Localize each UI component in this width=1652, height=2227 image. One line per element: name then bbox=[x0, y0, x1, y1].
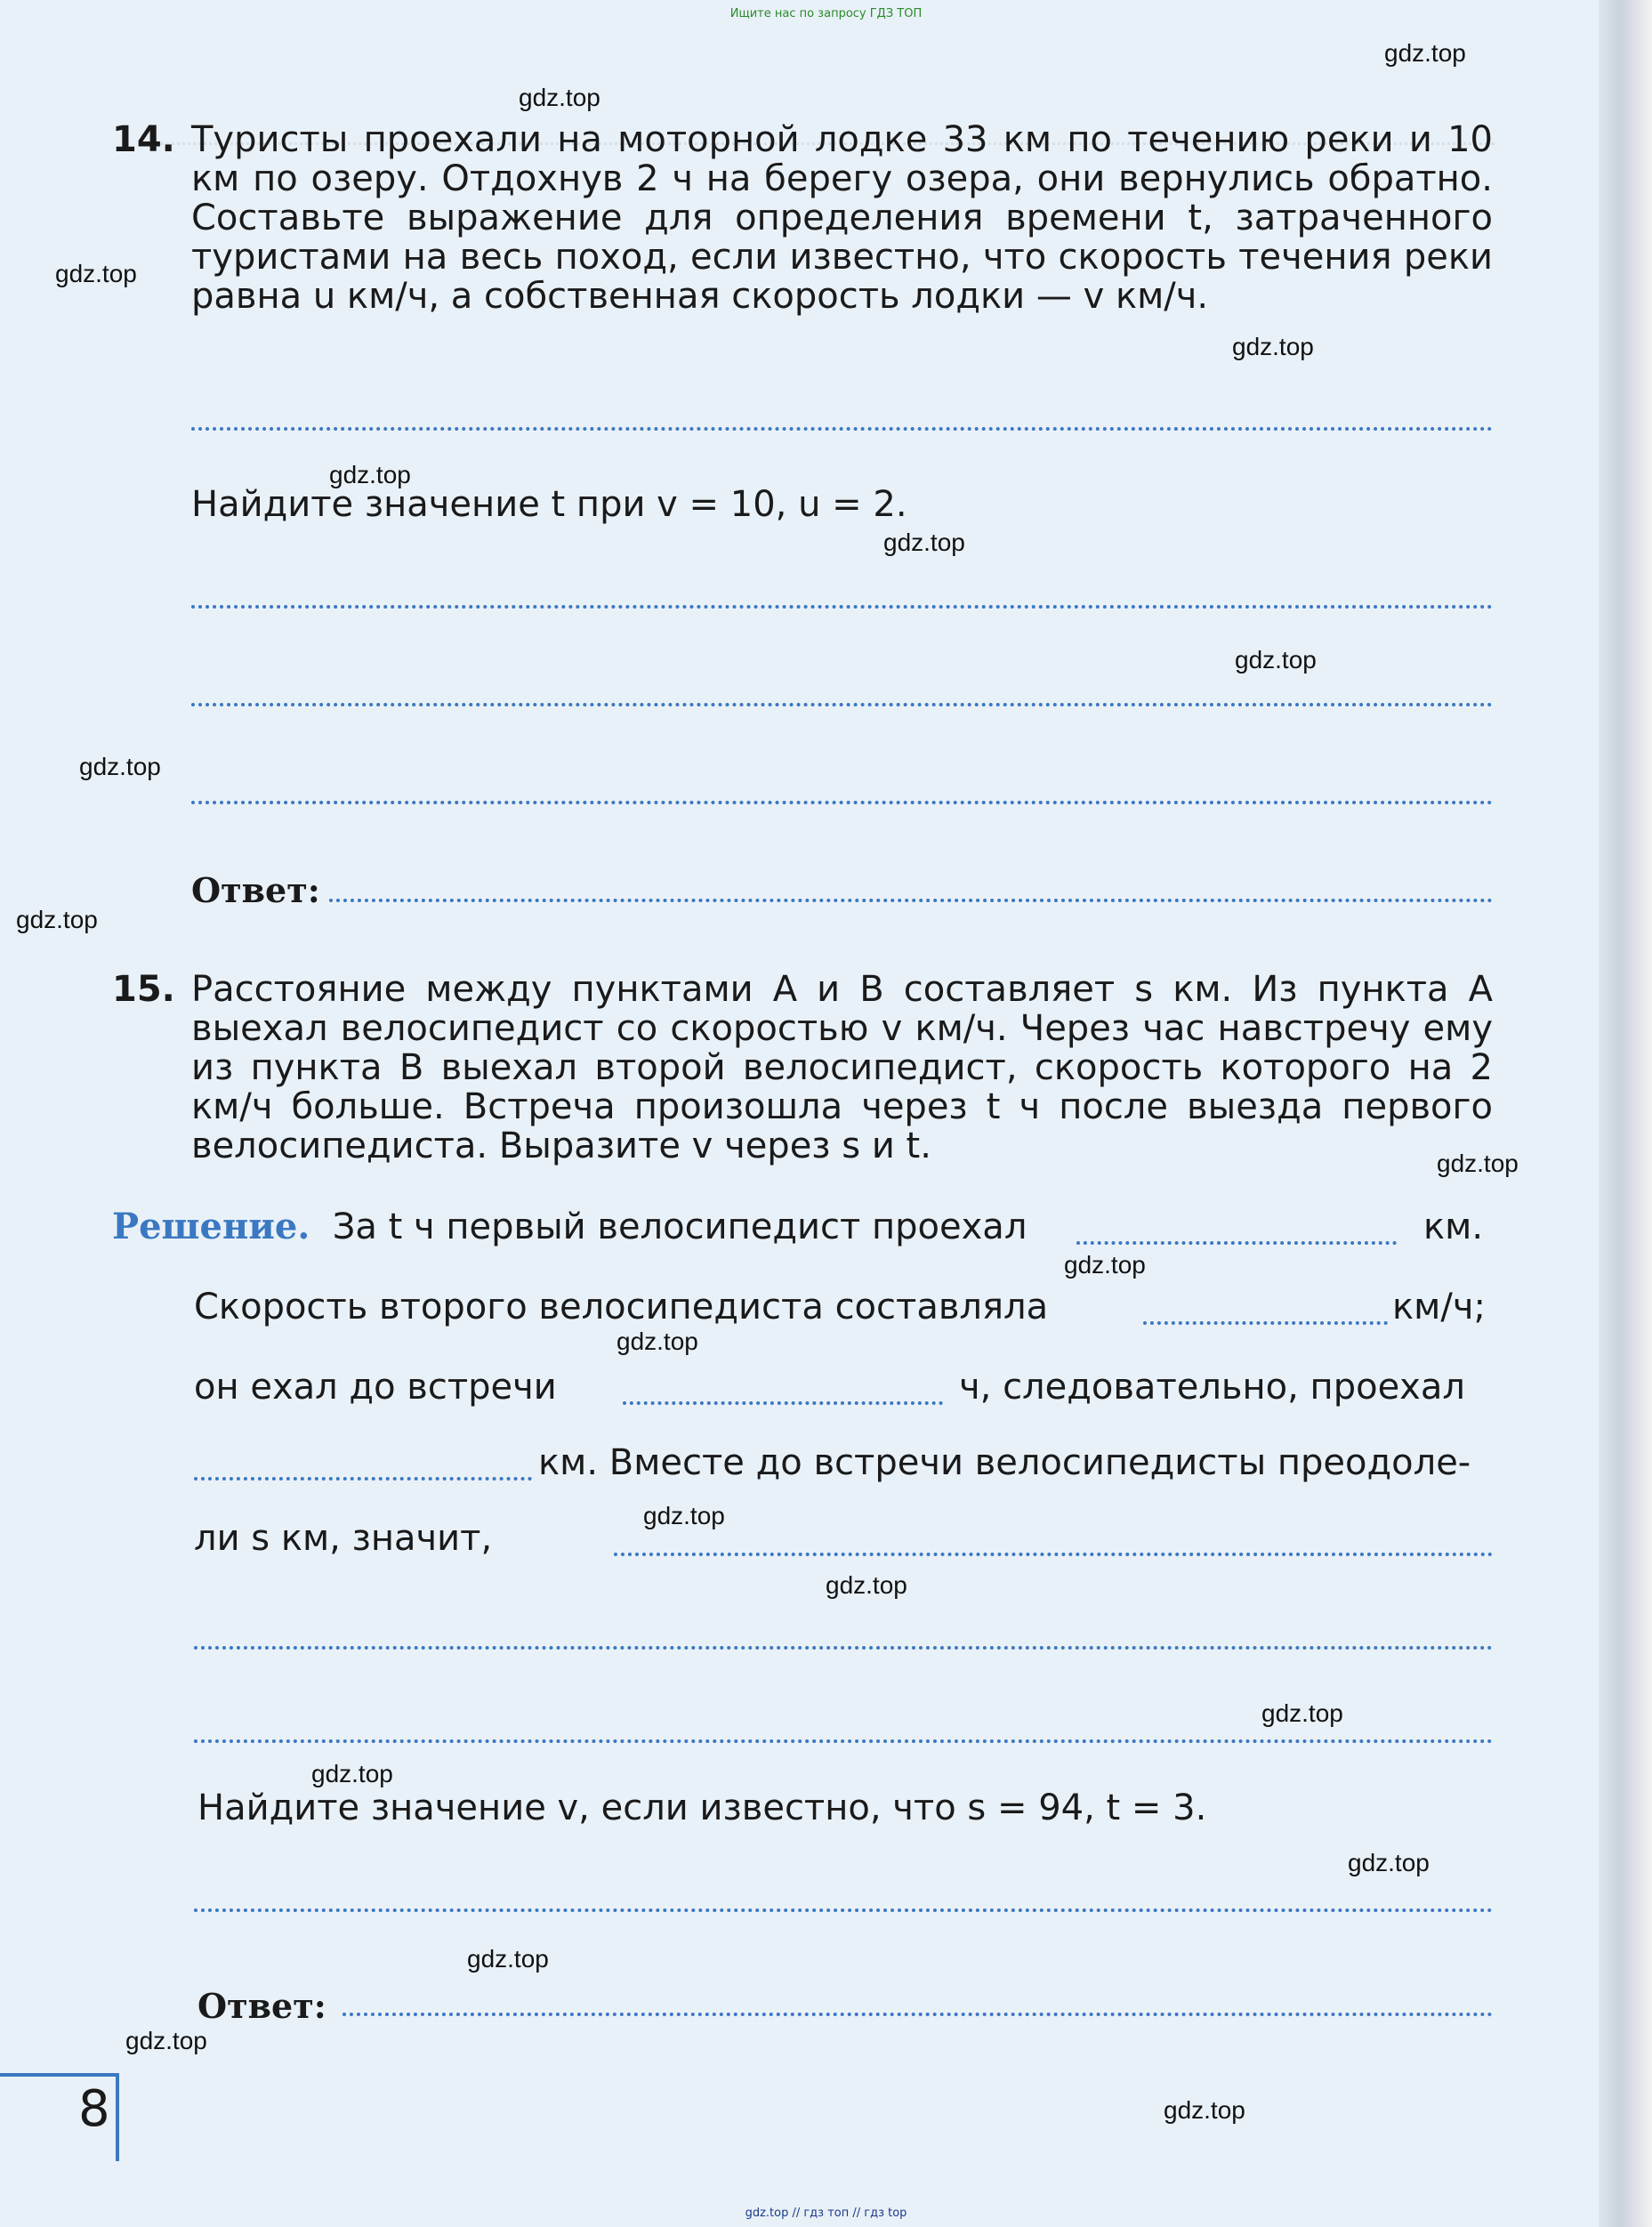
task-15 bbox=[112, 970, 1493, 1166]
watermark: gdz.top bbox=[1235, 646, 1317, 674]
answer-label: Ответ: bbox=[197, 1986, 326, 2026]
solution-text: ч, следовательно, проехал bbox=[959, 1367, 1465, 1408]
page-number: 8 bbox=[78, 2080, 110, 2138]
solution-line[interactable] bbox=[194, 1739, 1493, 1743]
answer-line[interactable] bbox=[191, 801, 1493, 804]
solution-blank[interactable] bbox=[1076, 1241, 1397, 1245]
solution-blank[interactable] bbox=[623, 1401, 943, 1405]
task-14 bbox=[112, 120, 1493, 316]
solution-label: Решение. bbox=[112, 1206, 310, 1247]
watermark: gdz.top bbox=[1064, 1251, 1146, 1279]
watermark: gdz.top bbox=[519, 84, 600, 111]
watermark: gdz.top bbox=[125, 2027, 207, 2054]
watermark: gdz.top bbox=[1437, 1150, 1519, 1177]
solution-blank[interactable] bbox=[614, 1553, 1493, 1556]
watermark: gdz.top bbox=[1164, 2096, 1245, 2124]
answer-label: Ответ: bbox=[191, 870, 320, 910]
watermark: gdz.top bbox=[616, 1327, 698, 1355]
watermark: gdz.top bbox=[16, 906, 98, 933]
page-edge bbox=[1599, 0, 1652, 2227]
solution-row-4: км. Вместе до встречи велосипедисты преодоле- bbox=[538, 1442, 1471, 1483]
solution-row-2: Скорость второго велосипедиста составляла bbox=[194, 1287, 1049, 1327]
task-14-find-value: Найдите значение t при v = 10, u = 2. bbox=[191, 484, 907, 525]
solution-blank[interactable] bbox=[194, 1477, 532, 1481]
header-note: Ищите нас по запросу ГДЗ ТОП bbox=[729, 7, 923, 20]
footer-note: gdz.top // гдз топ // гдз top bbox=[745, 2207, 907, 2220]
solution-row-3: он ехал до встречи bbox=[194, 1367, 557, 1408]
watermark: gdz.top bbox=[883, 529, 965, 556]
answer-line[interactable] bbox=[191, 427, 1493, 431]
solution-blank[interactable] bbox=[1143, 1321, 1388, 1325]
task-text: Туристы проехали на моторной лодке 33 км по течению реки и 10 км по озеру. Отдохнув 2 ч на берегу озера, они вернулись обратно. Составьте выражение для определения времени t, затраченного туристами на весь поход, если известно, что скорость течения реки равна u км/ч, а собственная скорость лодки — v км/ч. bbox=[191, 119, 1493, 317]
answer-field[interactable] bbox=[342, 2013, 1493, 2016]
watermark: gdz.top bbox=[1384, 39, 1466, 67]
solution-text: За t ч первый велосипедист проехал bbox=[332, 1206, 1027, 1247]
solution-line[interactable] bbox=[194, 1646, 1493, 1650]
solution-row-5: ли s км, значит, bbox=[194, 1518, 493, 1559]
solution-unit: км/ч; bbox=[1392, 1287, 1486, 1327]
answer-field[interactable] bbox=[329, 899, 1493, 902]
solution-unit: км. bbox=[1423, 1206, 1484, 1247]
watermark: gdz.top bbox=[1348, 1849, 1430, 1876]
watermark: gdz.top bbox=[1232, 333, 1314, 360]
watermark: gdz.top bbox=[1261, 1699, 1343, 1727]
watermark: gdz.top bbox=[643, 1502, 725, 1529]
answer-line[interactable] bbox=[194, 1908, 1493, 1912]
task-number: 15. bbox=[112, 969, 175, 1010]
task-15-find-value: Найдите значение v, если известно, что s = 94, t = 3. bbox=[197, 1787, 1207, 1828]
answer-line[interactable] bbox=[191, 703, 1493, 706]
answer-line[interactable] bbox=[191, 605, 1493, 609]
watermark: gdz.top bbox=[467, 1945, 549, 1973]
solution-row-1 bbox=[112, 1207, 1027, 1247]
watermark: gdz.top bbox=[826, 1571, 907, 1599]
watermark: gdz.top bbox=[79, 753, 161, 780]
task-text: Расстояние между пунктами A и B составляет s км. Из пункта A выехал велосипедист со скоростью v км/ч. Через час навстречу ему из пункта B выехал второй велосипедист, скорость которого на 2 км/ч больше. Встреча произошла через t ч после выезда первого велосипедиста. Выразите v через s и t. bbox=[191, 969, 1493, 1166]
watermark: gdz.top bbox=[329, 461, 411, 488]
task-number: 14. bbox=[112, 119, 175, 160]
watermark: gdz.top bbox=[55, 260, 137, 287]
watermark: gdz.top bbox=[311, 1760, 393, 1787]
